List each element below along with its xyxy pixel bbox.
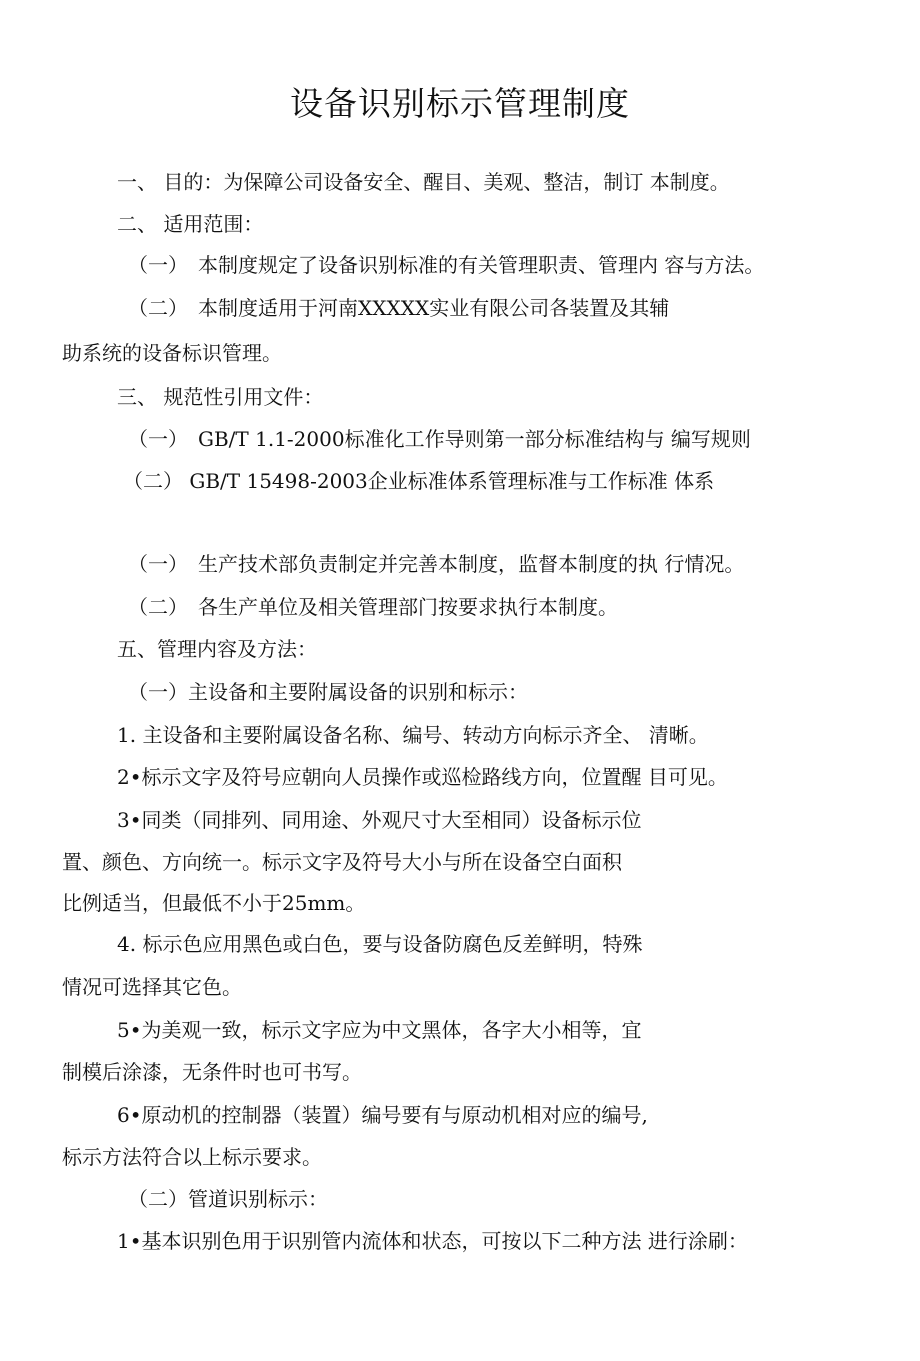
rule-2: 2•标示文字及符号应朝向人员操作或巡检路线方向，位置醒 目可见。 — [117, 765, 728, 789]
pipeline-rule-1: 1•基本识别色用于识别管内流体和状态，可按以下二种方法 进行涂刷： — [117, 1229, 748, 1253]
paragraph-scope-2: （二） 本制度适用于河南XXXXX实业有限公司各装置及其辅 — [128, 296, 670, 320]
paragraph-purpose: 一、 目的：为保障公司设备安全、醒目、美观、整洁，制订 本制度。 — [117, 170, 730, 194]
rule-6: 6•原动机的控制器（装置）编号要有与原动机相对应的编号, — [117, 1103, 648, 1127]
paragraph-scope-1: （一） 本制度规定了设备识别标准的有关管理职责、管理内 容与方法。 — [128, 253, 765, 277]
responsibility-item-2: （二） 各生产单位及相关管理部门按要求执行本制度。 — [128, 595, 618, 619]
rule-3: 3•同类（同排列、同用途、外观尺寸大至相同）设备标示位 — [117, 808, 642, 832]
rule-5: 5•为美观一致，标示文字应为中文黑体，各字大小相等，宜 — [117, 1018, 642, 1042]
heading-scope: 二、 适用范围： — [117, 212, 264, 236]
rule-3-cont-1: 置、颜色、方向统一。标示文字及符号大小与所在设备空白面积 — [62, 850, 622, 874]
rule-5-cont: 制模后涂漆，无条件时也可书写。 — [62, 1060, 362, 1084]
rule-4: 4. 标示色应用黑色或白色，要与设备防腐色反差鲜明，特殊 — [117, 932, 643, 956]
reference-item-2: （二） GB/T 15498-2003企业标准体系管理标准与工作标准 体系 — [123, 469, 715, 493]
rule-6-cont: 标示方法符合以上标示要求。 — [62, 1145, 322, 1169]
paragraph-scope-2-cont: 助系统的设备标识管理。 — [62, 341, 282, 365]
rule-1: 1. 主设备和主要附属设备名称、编号、转动方向标示齐全、 清晰。 — [117, 723, 709, 747]
reference-item-1: （一） GB/T 1.1-2000标准化工作导则第一部分标准结构与 编写规则 — [128, 427, 751, 451]
document-title: 设备识别标示管理制度 — [290, 84, 630, 123]
subheading-main-equipment: （一）主设备和主要附属设备的识别和标示： — [128, 680, 528, 704]
heading-management: 五、管理内容及方法： — [117, 637, 317, 661]
heading-references: 三、 规范性引用文件： — [117, 385, 324, 409]
subheading-pipeline: （二）管道识别标示： — [128, 1187, 328, 1211]
rule-4-cont: 情况可选择其它色。 — [62, 975, 242, 999]
responsibility-item-1: （一） 生产技术部负责制定并完善本制度，监督本制度的执 行情况。 — [128, 552, 745, 576]
rule-3-cont-2: 比例适当，但最低不小于25mm。 — [62, 891, 366, 915]
